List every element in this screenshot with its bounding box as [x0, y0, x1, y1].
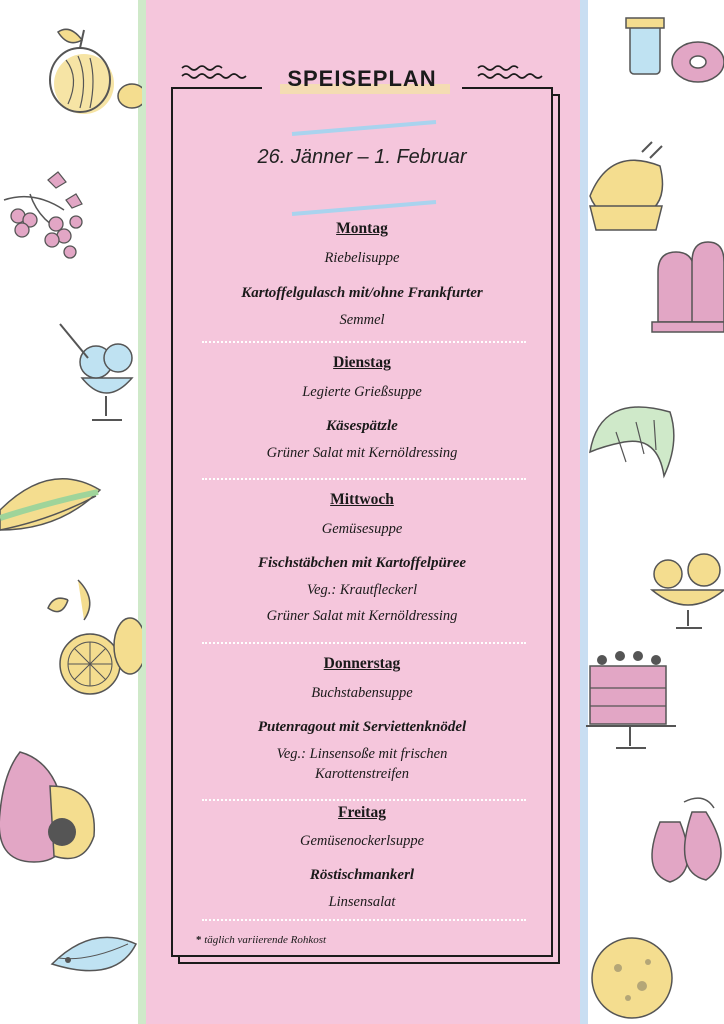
main-dish: Käsespätzle [326, 418, 398, 434]
main-dish: Kartoffelgulasch mit/ohne Frankfurter [241, 285, 483, 301]
accent-line-top [290, 118, 440, 138]
day-heading: Mittwoch [330, 491, 394, 508]
pears-icon [640, 792, 724, 892]
grapes-icon [0, 160, 100, 270]
fish-icon [46, 918, 142, 1008]
date-range: 26. Jänner – 1. Februar [257, 146, 467, 168]
footnote-marker: * [196, 934, 202, 946]
fruit-bowl-icon [648, 530, 724, 634]
accent-line-bottom [290, 198, 440, 218]
side-item: Semmel [339, 312, 385, 328]
side-item: Veg.: Linsensoße mit frischen [276, 746, 448, 762]
cheese-icon [588, 928, 674, 1024]
day-heading: Dienstag [333, 354, 391, 371]
side-item: Linsensalat [328, 894, 396, 910]
salt-pepper-icon [650, 232, 724, 342]
day-heading: Freitag [338, 804, 386, 821]
footnote [196, 934, 326, 946]
croissant-icon [586, 392, 682, 492]
footnote-text: täglich variierende Rohkost [204, 934, 327, 946]
day-separator [202, 919, 526, 921]
soup-item: Buchstabensuppe [311, 685, 413, 701]
side-item: Karottenstreifen [315, 766, 409, 782]
side-item: Grüner Salat mit Kernöldressing [266, 608, 458, 624]
soup-item: Riebelisuppe [324, 250, 400, 266]
day-separator [202, 642, 526, 644]
squiggle-right-icon [476, 62, 548, 82]
main-dish: Röstischmankerl [309, 867, 415, 883]
squiggle-left-icon [180, 62, 252, 82]
day-separator [202, 799, 526, 801]
soup-item: Legierte Grießsuppe [302, 384, 422, 400]
apple-icon [22, 20, 142, 120]
roast-chicken-icon [586, 136, 676, 236]
soup-item: Gemüsesuppe [321, 521, 403, 537]
soup-item: Gemüsenockerlsuppe [299, 833, 424, 849]
main-dish: Putenragout mit Serviettenknödel [257, 719, 467, 735]
cake-icon [586, 636, 682, 760]
sandwich-icon [0, 470, 110, 550]
ice-cream-icon [52, 318, 142, 428]
side-item: Grüner Salat mit Kernöldressing [266, 445, 458, 461]
day-heading: Montag [336, 220, 388, 237]
day-separator [202, 341, 526, 343]
main-dish: Fischstäbchen mit Kartoffelpüree [257, 555, 467, 571]
page-title: SPEISEPLAN [287, 66, 437, 91]
day-heading: Donnerstag [323, 655, 401, 672]
avocado-icon [0, 746, 110, 870]
day-separator [202, 478, 526, 480]
lemons-icon [38, 570, 142, 700]
side-item: Veg.: Krautfleckerl [306, 582, 418, 598]
coffee-donut-icon [620, 10, 724, 100]
